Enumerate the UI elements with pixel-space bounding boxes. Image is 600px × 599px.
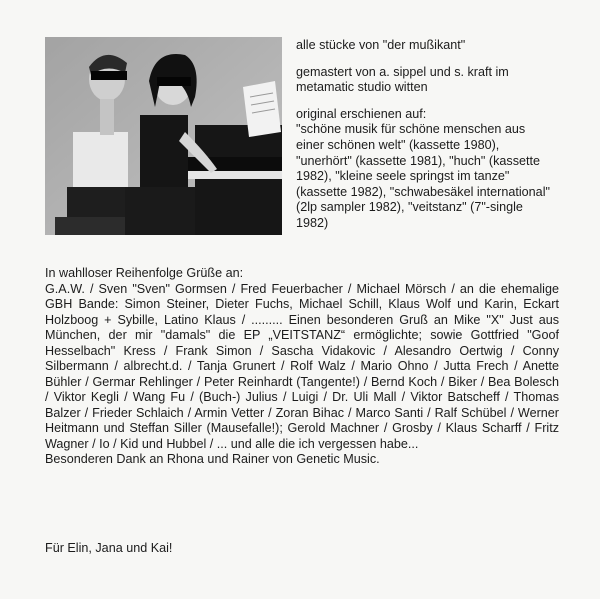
composer-credit: alle stücke von "der mußikant": [296, 38, 466, 52]
original-release-info: [296, 107, 552, 232]
dedication: Für Elin, Jana und Kai!: [45, 541, 173, 555]
piano-photo: [45, 37, 282, 235]
special-thanks: Besonderen Dank an Rhona und Rainer von Genetic Music.: [45, 452, 380, 466]
greetings-heading: In wahlloser Reihenfolge Grüße an:: [45, 266, 244, 280]
release-notes: [296, 38, 552, 243]
greetings-section: [45, 266, 559, 468]
two-people-at-piano-photo-icon: [45, 37, 282, 235]
original-release-heading: original erschienen auf:: [296, 106, 427, 121]
original-release-list: "schöne musik für schöne menschen aus einer schönen welt" (kassette 1980), "unerhört" (kassette 1981), "huch" (kassette 1982), "kleine seele springst im tanze" (kassette 1982), "schwabesäkel international" (2lp sampler 1982), "veitstanz" (7"-single 1982): [296, 122, 550, 230]
mastering-credit: gemastert von a. sippel und s. kraft im metamatic studio witten: [296, 64, 509, 95]
greetings-body: G.A.W. / Sven "Sven" Gormsen / Fred Feuerbacher / Michael Mörsch / an die ehemalige GBH Bande: Simon Steiner, Dieter Fuchs, Michael Schill, Klaus Wolf und Karin, Eckart Holzboog + Sybille, Latino Klaus / ......... Einen besonderen Gruß an Mike "X" Just aus München, der mir "damals" die EP „VEITSTANZ“ ermöglichte; sowie Gottfried "Goof Hesselbach" Kress / Frank Simon / Sascha Vidakovic / Alesandro Oertwig / Conny Silbermann / albrecht.d. / Tanja Grunert / Rolf Walz / Mario Ohno / Jutta Frech / Anette Bühler / Germar Rehlinger / Peter Reinhardt (Tangente!) / Bernd Koch / Biker / Bea Bolesch / Viktor Kegli / Wang Fu / (Buch-) Julius / Luigi / Dr. Uli Mall / Viktor Batscheff / Thomas Balzer / Frieder Schlaich / Armin Vetter / Zoran Bihac / Marco Santi / Ralf Schübel / Werner Heitmann und Steffan Siller (Mausefalle!); Gerold Machner / Grosby / Klaus Scharff / Fritz Wagner / Io / Kid und Hubbel / ... und alle die ich vergessen habe...: [45, 281, 559, 451]
